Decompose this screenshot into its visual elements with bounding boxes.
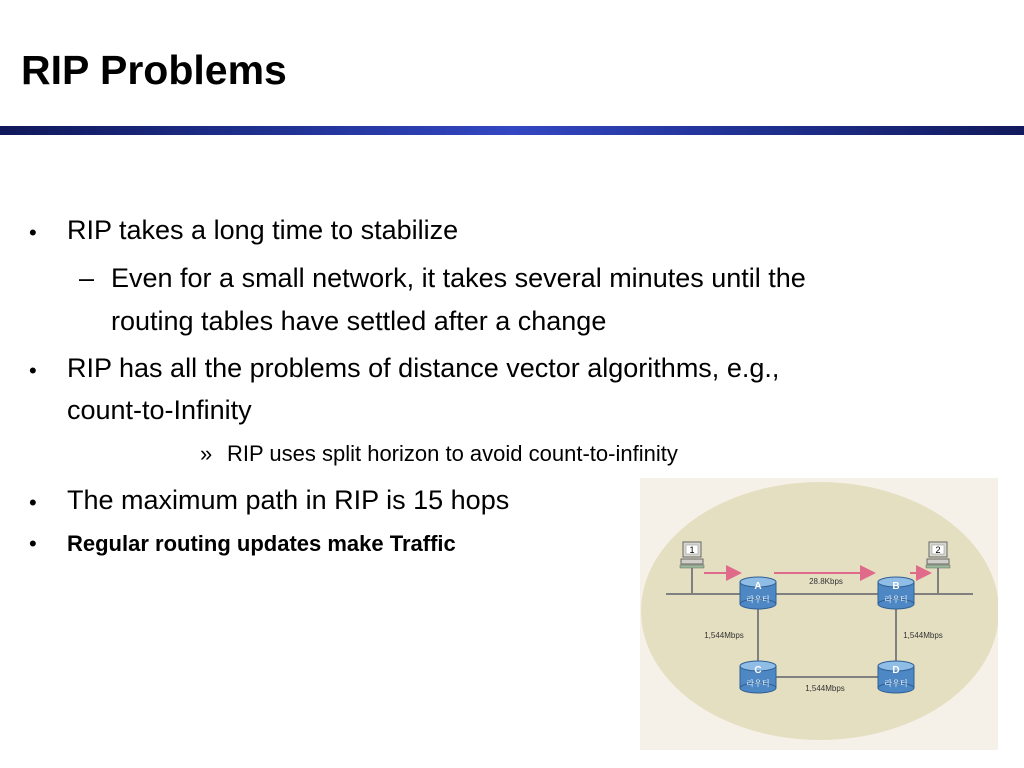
- network-diagram: [640, 478, 998, 750]
- router-b-letter: B: [892, 581, 900, 592]
- bullet-marker: •: [29, 531, 37, 556]
- nested-bullet-marker: »: [200, 441, 213, 466]
- network-diagram-svg: [640, 478, 998, 750]
- router-c-sublabel: 라우터: [746, 679, 770, 688]
- slide-title: RIP Problems: [21, 47, 287, 93]
- title-divider: [0, 126, 1024, 135]
- computer-icon: [926, 542, 950, 568]
- bullet-text-bold: Regular routing updates make Traffic: [67, 531, 456, 556]
- host-2-label: 2: [935, 545, 941, 555]
- link-bd-speed: 1,544Mbps: [903, 631, 943, 640]
- sub-bullet-text-continued: routing tables have settled after a change: [111, 306, 607, 336]
- nested-bullet-text: RIP uses split horizon to avoid count-to-infinity: [227, 441, 678, 466]
- bullet-text: RIP takes a long time to stabilize: [67, 215, 459, 245]
- link-ac-speed: 1,544Mbps: [704, 631, 744, 640]
- host-1-label: 1: [689, 545, 695, 555]
- background-ellipse: [641, 482, 998, 740]
- router-icon: [878, 661, 914, 693]
- bullet-text: The maximum path in RIP is 15 hops: [67, 485, 510, 515]
- router-d-sublabel: 라우터: [884, 679, 908, 688]
- bullet-marker: •: [29, 490, 37, 515]
- router-icon: [878, 577, 914, 609]
- bullet-marker: •: [29, 358, 37, 383]
- router-icon: [740, 577, 776, 609]
- link-cd-speed: 1,544Mbps: [805, 684, 845, 693]
- router-a-sublabel: 라우터: [746, 595, 770, 604]
- link-ab-speed: 28.8Kbps: [809, 577, 843, 586]
- router-icon: [740, 661, 776, 693]
- bullet-text-continued: count-to-Infinity: [67, 395, 252, 425]
- router-c-letter: C: [754, 665, 762, 676]
- bullet-text: RIP has all the problems of distance vector algorithms, e.g.,: [67, 353, 780, 383]
- sub-bullet-text: Even for a small network, it takes several minutes until the: [111, 263, 806, 293]
- bullet-marker: •: [29, 220, 37, 245]
- router-d-letter: D: [892, 665, 900, 676]
- router-a-letter: A: [754, 581, 762, 592]
- computer-icon: [680, 542, 704, 568]
- sub-bullet-marker: –: [79, 263, 95, 293]
- router-b-sublabel: 라우터: [884, 595, 908, 604]
